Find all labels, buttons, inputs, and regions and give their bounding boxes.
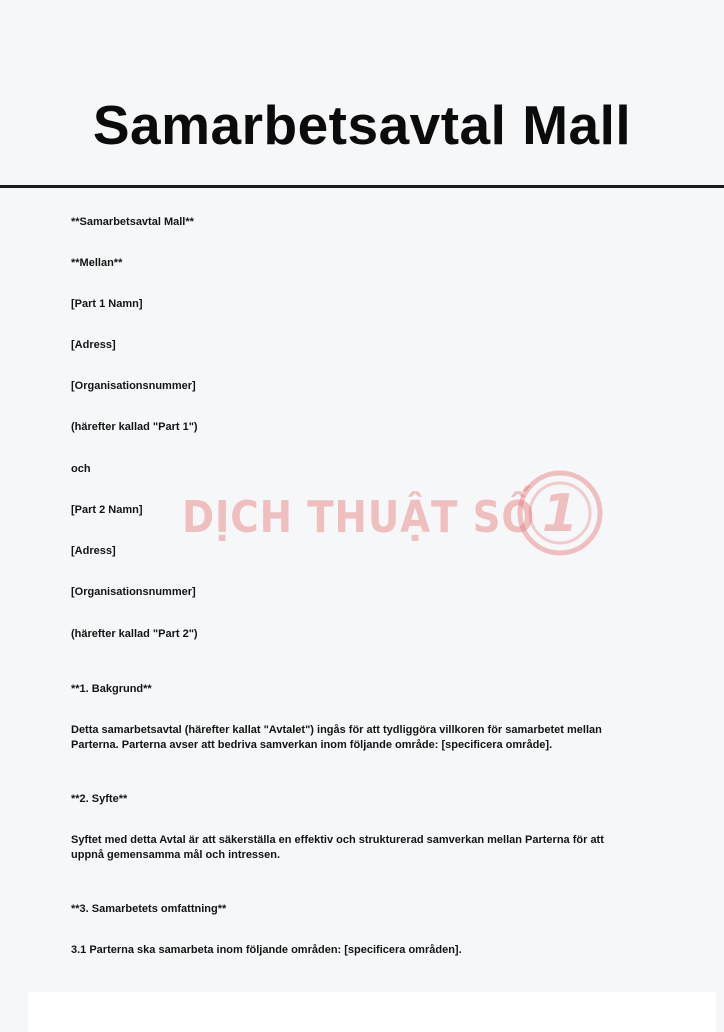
section-heading-omfattning: **3. Samarbetets omfattning**: [71, 903, 227, 915]
section-body-bakgrund: Detta samarbetsavtal (härefter kallat "Avtalet") ingås för att tydliggöra villkoren för samarbetet mellan Parterna. Parterna avser att bedriva samverkan inom följande område: [specificera område].: [71, 724, 602, 751]
doc-line-mellan: **Mellan**: [71, 257, 123, 269]
section-heading-bakgrund: **1. Bakgrund**: [71, 683, 152, 695]
doc-line-part2-alias: (härefter kallad "Part 2"): [71, 628, 198, 640]
doc-line-part1-orgnr: [Organisationsnummer]: [71, 380, 196, 392]
section-body-omfattning: 3.1 Parterna ska samarbeta inom följande områden: [specificera områden].: [71, 944, 462, 956]
watermark-text: DỊCH THUẬT SỐ: [182, 492, 536, 543]
doc-line-part1-address: [Adress]: [71, 339, 116, 351]
svg-text:1: 1: [541, 484, 579, 544]
next-page-edge: [28, 992, 716, 1032]
doc-line-heading: **Samarbetsavtal Mall**: [71, 216, 194, 228]
title-divider: [0, 185, 724, 188]
doc-line-part2-name: [Part 2 Namn]: [71, 504, 143, 516]
document-title: Samarbetsavtal Mall: [92, 94, 632, 156]
section-heading-syfte: **2. Syfte**: [71, 793, 128, 805]
doc-line-part1-name: [Part 1 Namn]: [71, 298, 143, 310]
watermark-logo-icon: [514, 467, 606, 559]
doc-line-part2-orgnr: [Organisationsnummer]: [71, 586, 196, 598]
watermark: [180, 462, 610, 562]
section-body-syfte: Syftet med detta Avtal är att säkerställa en effektiv och strukturerad samverkan mellan Parterna för att uppnå gemensamma mål och intressen.: [71, 834, 604, 861]
doc-line-part2-address: [Adress]: [71, 545, 116, 557]
doc-line-part1-alias: (härefter kallad "Part 1"): [71, 421, 198, 433]
doc-line-och: och: [71, 463, 91, 475]
